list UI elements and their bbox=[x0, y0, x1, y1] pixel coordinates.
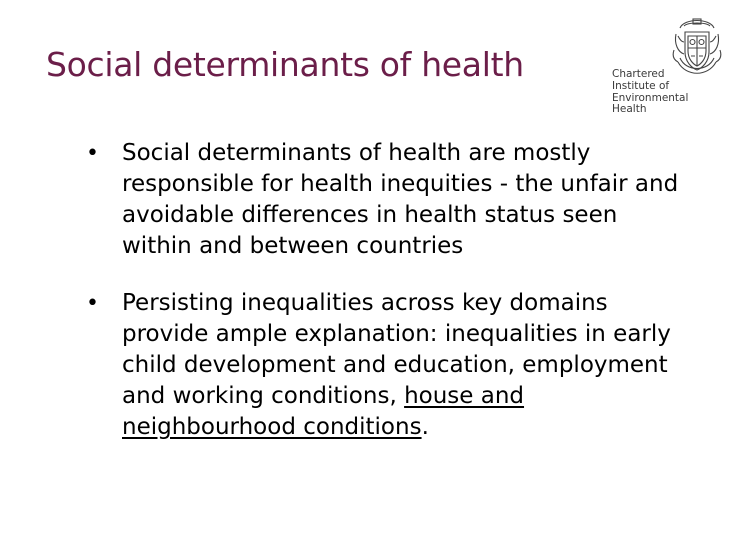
bullet-list bbox=[0, 138, 737, 443]
underlined-phrase: house and neighbourhood conditions bbox=[122, 383, 525, 440]
bullet-marker: • bbox=[86, 291, 99, 316]
bullet-text-segment: Persisting inequalities across key domains provide ample explanation: inequalities in early child development and education, employment and working conditions, bbox=[122, 290, 671, 409]
logo-line: Chartered bbox=[612, 68, 665, 80]
logo-line: Institute of bbox=[612, 79, 670, 92]
bullet-marker: • bbox=[86, 141, 99, 166]
slide-title: Social determinants of health bbox=[46, 45, 524, 84]
logo-line: Environmental bbox=[612, 91, 689, 104]
bullet-item bbox=[0, 288, 737, 443]
logo-wordmark bbox=[612, 69, 688, 116]
logo-line: Health bbox=[612, 103, 647, 116]
cieh-logo bbox=[612, 14, 722, 122]
bullet-item bbox=[0, 138, 737, 262]
bullet-text bbox=[122, 288, 682, 443]
bullet-text-segment: . bbox=[421, 414, 429, 440]
bullet-text: Social determinants of health are mostly responsible for health inequities - the unfair and avoidable differences in health status seen within and between countries bbox=[122, 140, 679, 259]
